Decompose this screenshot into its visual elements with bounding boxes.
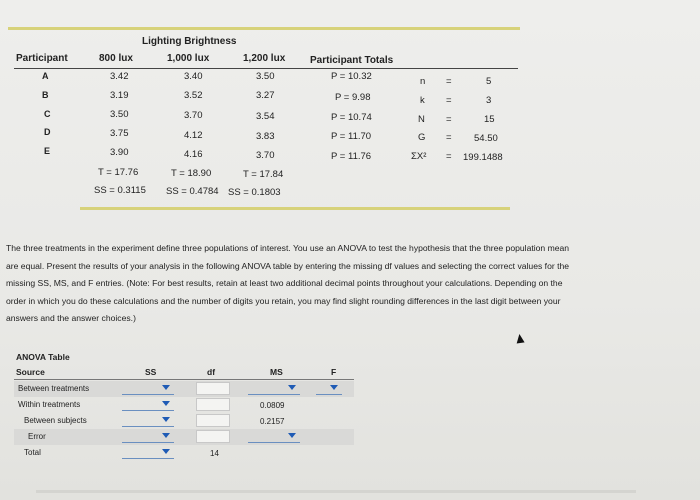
col-totals: Participant Totals — [310, 55, 394, 66]
anova-row-between-treatments — [14, 381, 354, 397]
anova-row-between-subjects — [14, 413, 354, 429]
a-800: 3.42 — [110, 71, 129, 82]
participant-e: E — [44, 146, 51, 156]
col-1200: 1,200 lux — [243, 53, 286, 64]
b-1000: 3.52 — [184, 90, 203, 101]
chevron-down-icon — [162, 401, 170, 406]
chevron-down-icon — [288, 433, 296, 438]
summary-sumx2-sym: ΣX² — [411, 151, 427, 162]
anova-source-within-treatments: Within treatments — [18, 400, 81, 409]
instruction-line-5: answers and the answer choices.) — [6, 313, 136, 323]
anova-row-error — [14, 429, 354, 445]
mouse-cursor-icon — [515, 333, 524, 343]
ms-between-subjects-value: 0.2157 — [260, 417, 285, 426]
summary-g-eq: = — [446, 132, 452, 143]
a-1000: 3.40 — [184, 71, 203, 82]
e-800: 3.90 — [110, 147, 129, 158]
summary-n-eq: = — [446, 76, 452, 87]
c-1200: 3.54 — [256, 111, 275, 122]
anova-row-within-treatments — [14, 397, 354, 413]
ss-between-treatments-select[interactable] — [122, 382, 174, 395]
anova-col-ms: MS — [270, 367, 283, 377]
summary-bign-eq: = — [446, 114, 452, 125]
ss-total-select[interactable] — [122, 446, 174, 459]
a-1200: 3.50 — [256, 71, 275, 82]
ms-within-treatments-value: 0.0809 — [260, 401, 285, 410]
participant-b: B — [42, 90, 49, 100]
e-1200: 3.70 — [256, 150, 275, 161]
group-title: Lighting Brightness — [142, 36, 237, 47]
d-1000: 4.12 — [184, 130, 203, 141]
ss-800: SS = 0.3115 — [94, 185, 146, 196]
col-1000: 1,000 lux — [167, 53, 210, 64]
summary-sumx2-val: 199.1488 — [463, 152, 503, 163]
summary-n-val: 5 — [486, 76, 492, 87]
d-1200: 3.83 — [256, 131, 275, 142]
c-1000: 3.70 — [184, 110, 203, 121]
participant-a: A — [42, 71, 49, 81]
f-between-treatments-select[interactable] — [316, 382, 342, 395]
ss-between-subjects-select[interactable] — [122, 414, 174, 427]
b-800: 3.19 — [110, 90, 129, 101]
summary-k-sym: k — [420, 95, 425, 106]
chevron-down-icon — [288, 385, 296, 390]
anova-col-f: F — [331, 367, 337, 377]
summary-bign-val: 15 — [484, 114, 495, 125]
summary-sumx2-eq: = — [446, 151, 452, 162]
e-total: P = 11.76 — [331, 151, 372, 162]
t-1000: T = 18.90 — [171, 168, 212, 179]
df-total-value: 14 — [210, 449, 219, 458]
ms-error-select[interactable] — [248, 430, 300, 443]
anova-col-ss: SS — [145, 367, 157, 377]
a-total: P = 10.32 — [331, 71, 372, 82]
anova-title: ANOVA Table — [16, 352, 70, 362]
df-between-treatments-input[interactable] — [196, 382, 230, 395]
t-1200: T = 17.84 — [243, 169, 284, 180]
bottom-rule — [36, 490, 636, 493]
chevron-down-icon — [330, 385, 338, 390]
c-total: P = 10.74 — [331, 112, 372, 123]
anova-col-df: df — [207, 367, 216, 377]
ss-1200: SS = 0.1803 — [228, 187, 281, 198]
b-total: P = 9.98 — [335, 92, 371, 103]
instruction-line-3: missing SS, MS, and F entries. (Note: For best results, retain at least two additional decimal points throughout your calculations. Depending on the — [6, 278, 563, 288]
summary-g-val: 54.50 — [474, 133, 498, 144]
c-800: 3.50 — [110, 109, 129, 120]
chevron-down-icon — [162, 433, 170, 438]
df-between-subjects-input[interactable] — [196, 414, 230, 427]
e-1000: 4.16 — [184, 149, 203, 160]
instruction-line-2: are equal. Present the results of your analysis in the following ANOVA table by entering the missing df values and selecting the correct values for the — [6, 260, 570, 271]
ss-within-treatments-select[interactable] — [122, 398, 174, 411]
df-within-treatments-input[interactable] — [196, 398, 230, 411]
d-800: 3.75 — [110, 128, 129, 139]
ss-error-select[interactable] — [122, 430, 174, 443]
participant-d: D — [44, 127, 51, 137]
b-1200: 3.27 — [256, 90, 275, 101]
anova-source-total: Total — [24, 448, 41, 457]
anova-header-underline — [14, 379, 354, 380]
anova-col-source: Source — [16, 367, 45, 377]
df-error-input[interactable] — [196, 430, 230, 443]
top-rule — [8, 27, 520, 30]
t-800: T = 17.76 — [98, 167, 139, 178]
summary-k-eq: = — [446, 95, 452, 106]
instruction-line-1: The three treatments in the experiment define three populations of interest. You use an ANOVA to test the hypothesis that the three population mean — [6, 243, 570, 253]
header-underline — [14, 68, 518, 69]
anova-source-error: Error — [28, 432, 46, 441]
instruction-line-4: order in which you do these calculations and the number of digits you retain, you may find slight rounding differences in the last digit between your — [6, 295, 561, 306]
summary-n-sym: n — [420, 76, 426, 87]
summary-g-sym: G — [418, 132, 426, 143]
instructions-paragraph — [6, 240, 666, 328]
panel-rule — [80, 207, 510, 210]
anova-source-between-subjects: Between subjects — [24, 416, 87, 425]
participant-c: C — [44, 109, 51, 119]
ss-1000: SS = 0.4784 — [166, 186, 219, 197]
chevron-down-icon — [162, 385, 170, 390]
summary-bign-sym: N — [418, 114, 425, 125]
col-participant: Participant — [16, 53, 68, 64]
chevron-down-icon — [162, 449, 170, 454]
col-800: 800 lux — [99, 53, 133, 64]
anova-row-total — [14, 445, 354, 461]
d-total: P = 11.70 — [331, 131, 372, 142]
ms-between-treatments-select[interactable] — [248, 382, 300, 395]
chevron-down-icon — [162, 417, 170, 422]
summary-k-val: 3 — [486, 95, 492, 106]
anova-source-between-treatments: Between treatments — [18, 384, 90, 393]
